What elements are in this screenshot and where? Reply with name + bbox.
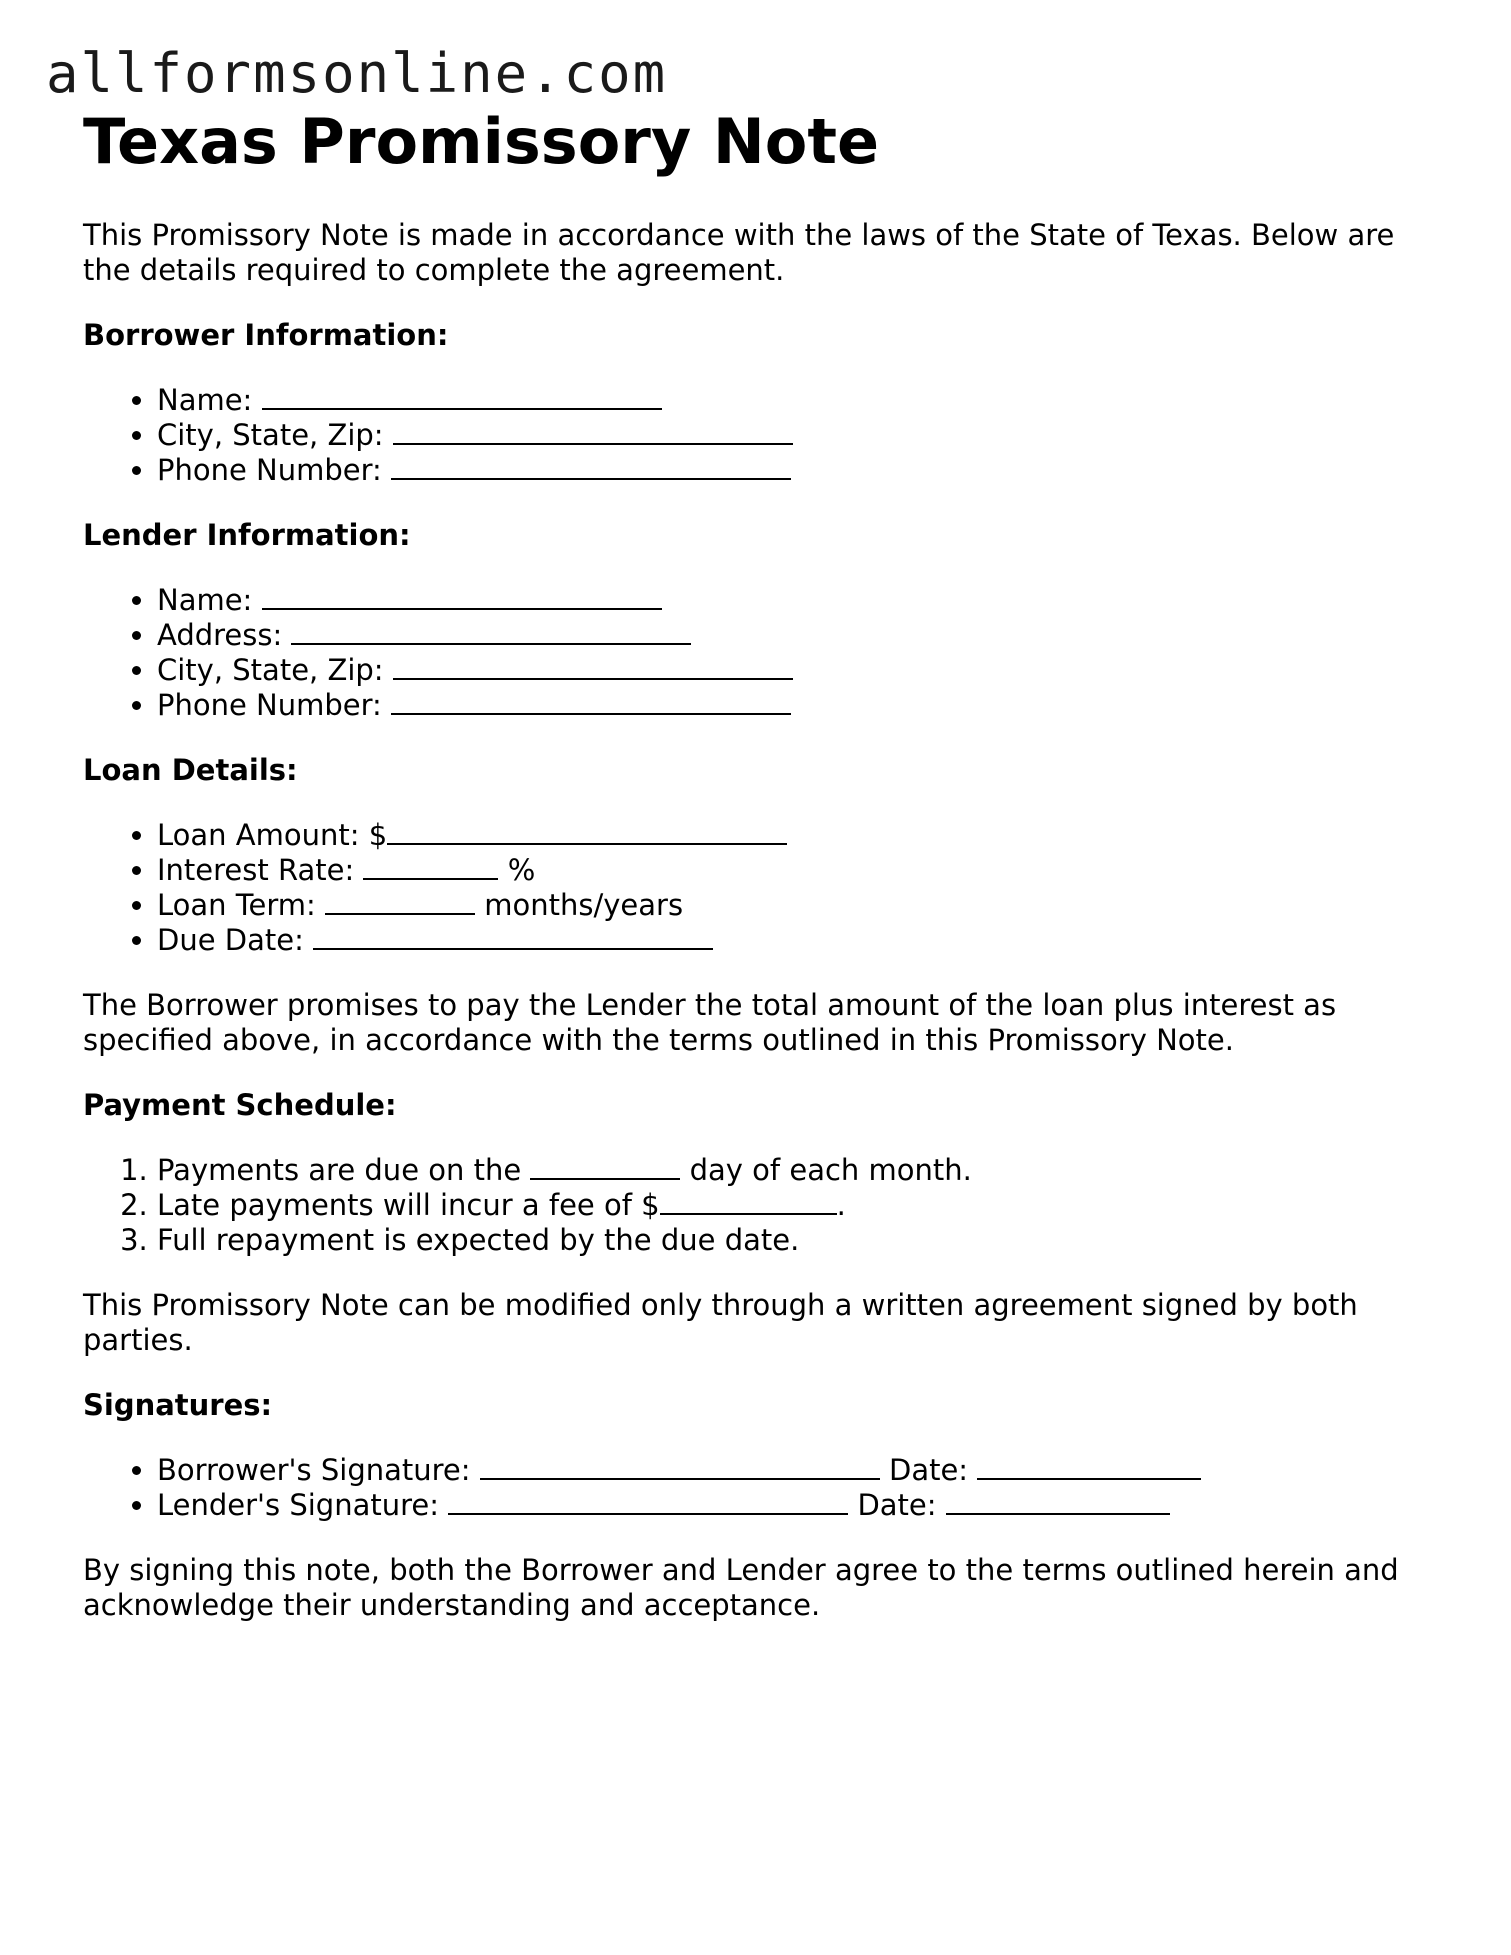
borrower-date-field[interactable] <box>977 1454 1201 1480</box>
loan-term-suffix: months/years <box>484 888 684 922</box>
lender-address-field[interactable] <box>291 619 691 645</box>
lender-fields <box>83 583 1443 723</box>
due-date-item <box>157 923 1443 958</box>
schedule-item-1-suffix: day of each month. <box>689 1153 972 1187</box>
lender-date-field[interactable] <box>946 1489 1170 1515</box>
loan-fields <box>83 818 1443 958</box>
lender-phone-item <box>157 688 1443 723</box>
modification-paragraph: This Promissory Note can be modified only through a written agreement signed by both parties. <box>83 1288 1358 1357</box>
lender-city-item <box>157 653 1443 688</box>
interest-rate-field[interactable] <box>363 854 498 880</box>
lender-city-field[interactable] <box>393 654 793 680</box>
closing-paragraph: By signing this note, both the Borrower and Lender agree to the terms outlined herein and acknowledge their understanding and acceptance. <box>83 1553 1399 1622</box>
borrower-signature-label: Borrower's Signature: <box>157 1453 471 1487</box>
lender-signature-item <box>157 1488 1443 1523</box>
schedule-item-2 <box>157 1188 1443 1223</box>
borrower-name-label: Name: <box>157 383 253 417</box>
schedule-item-2-prefix: Late payments will incur a fee of $ <box>157 1188 660 1222</box>
borrower-city-label: City, State, Zip: <box>157 418 384 452</box>
schedule-item-1-prefix: Payments are due on the <box>157 1153 522 1187</box>
lender-heading: Lender Information: <box>83 518 411 552</box>
lender-address-item <box>157 618 1443 653</box>
intro-paragraph: This Promissory Note is made in accordance with the laws of the State of Texas. Below are the details required to complete the agreement. <box>83 218 1395 287</box>
due-date-label: Due Date: <box>157 923 304 957</box>
interest-rate-item <box>157 853 1443 888</box>
promise-paragraph: The Borrower promises to pay the Lender the total amount of the loan plus interest as specified above, in accordance with the terms outlined in this Promissory Note. <box>83 988 1337 1057</box>
interest-rate-suffix: % <box>507 853 536 887</box>
loan-amount-label: Loan Amount: $ <box>157 818 388 852</box>
loan-heading: Loan Details: <box>83 753 298 787</box>
borrower-heading: Borrower Information: <box>83 318 449 352</box>
schedule-list <box>83 1153 1443 1258</box>
lender-city-label: City, State, Zip: <box>157 653 384 687</box>
schedule-item-3: 3. Full repayment is expected by the due date. <box>157 1223 1443 1258</box>
borrower-name-field[interactable] <box>262 384 662 410</box>
lender-address-label: Address: <box>157 618 283 652</box>
page-title: Texas Promissory Note <box>83 105 880 178</box>
loan-term-label: Loan Term: <box>157 888 316 922</box>
signature-fields <box>83 1453 1443 1523</box>
loan-term-field[interactable] <box>325 889 475 915</box>
schedule-item-2-suffix: . <box>836 1188 846 1222</box>
due-date-field[interactable] <box>313 924 713 950</box>
borrower-signature-item <box>157 1453 1443 1488</box>
lender-signature-field[interactable] <box>448 1489 848 1515</box>
borrower-phone-item <box>157 453 1443 488</box>
lender-phone-field[interactable] <box>391 689 791 715</box>
loan-term-item <box>157 888 1443 923</box>
borrower-name-item <box>157 383 1443 418</box>
lender-name-item <box>157 583 1443 618</box>
late-fee-field[interactable] <box>660 1189 837 1215</box>
lender-date-label: Date: <box>857 1488 937 1522</box>
lender-name-label: Name: <box>157 583 253 617</box>
borrower-phone-field[interactable] <box>391 454 791 480</box>
schedule-item-1 <box>157 1153 1443 1188</box>
lender-signature-label: Lender's Signature: <box>157 1488 440 1522</box>
loan-amount-field[interactable] <box>387 819 787 845</box>
schedule-heading: Payment Schedule: <box>83 1088 397 1122</box>
site-watermark: allformsonline.com <box>46 42 668 105</box>
payment-day-field[interactable] <box>530 1154 680 1180</box>
document-body <box>83 104 1443 1623</box>
borrower-date-label: Date: <box>888 1453 969 1487</box>
lender-name-field[interactable] <box>262 584 662 610</box>
signatures-heading: Signatures: <box>83 1388 273 1422</box>
borrower-city-field[interactable] <box>393 419 793 445</box>
interest-rate-label: Interest Rate: <box>157 853 355 887</box>
borrower-signature-field[interactable] <box>480 1454 880 1480</box>
loan-amount-item <box>157 818 1443 853</box>
borrower-fields <box>83 383 1443 488</box>
borrower-phone-label: Phone Number: <box>157 453 382 487</box>
lender-phone-label: Phone Number: <box>157 688 382 722</box>
borrower-city-item <box>157 418 1443 453</box>
